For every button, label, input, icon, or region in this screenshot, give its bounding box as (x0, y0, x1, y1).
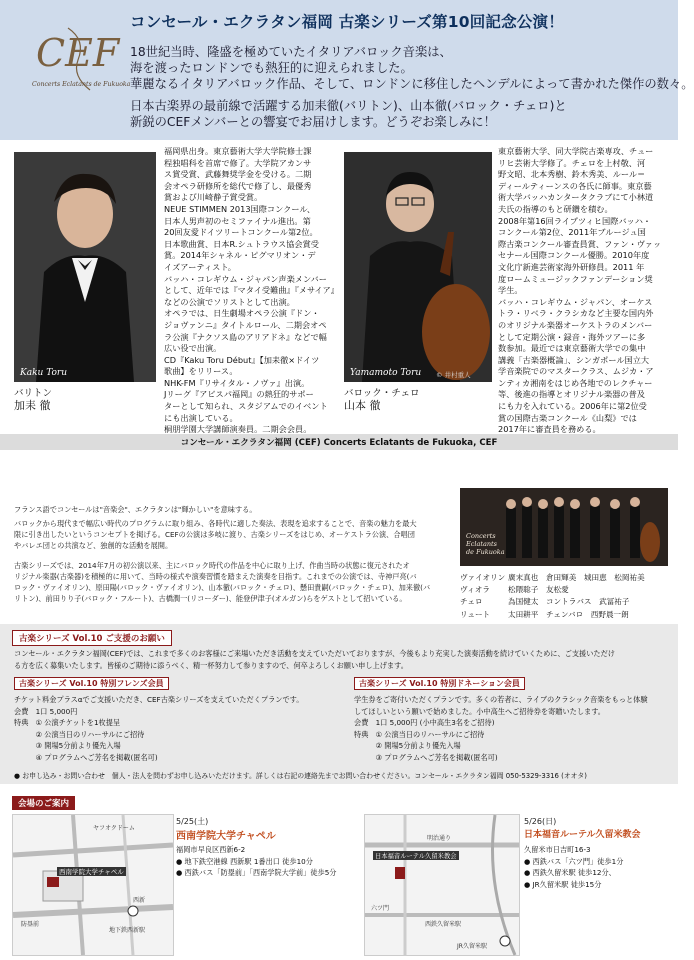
map-label: ヤフオクドーム (93, 825, 135, 832)
bio-line: 賞。2014年シャネル・ピグマリオン・デ (164, 250, 316, 261)
bio-line: 学音楽院でのマスタークラス、ムジカ・ア (498, 366, 654, 377)
group-photo-label: Concerts Eclatants de Fukuoka (466, 532, 505, 556)
artist2-photo (344, 152, 492, 382)
artist1-role: バリトン (14, 388, 53, 399)
venue2-line: 久留米市日吉町16-3 (524, 845, 591, 854)
venue1-name: 西南学院大学チャペル (176, 831, 276, 842)
bio-line: 術大学バッハカンタータクラブにて小林道 (498, 192, 654, 203)
venue1-line: ● 西鉄バス「防塁前」「西南学院大学前」徒歩5分 (176, 868, 337, 877)
bio-line: 桐朋学園大学講師演奏員。二期会会員。 (164, 424, 312, 435)
support-text (14, 648, 615, 671)
map-label: 西鉄久留米駅 (425, 921, 462, 928)
bio-line: NHK-FM『リサイタル・ノヴァ』出演。 (164, 377, 310, 388)
bio-line: バッハ・コレギウム・ジャパン声楽メンバー (164, 273, 327, 284)
member-row: ヴィオラ 松隈聡子 友松愛 (460, 585, 569, 595)
support-line: コンセール・エクラタン福岡(CEF)では、これまで多くのお客様にご来場いただき活動を支えていただいておりますが、今後もより充実した演奏活動を続けていくために、ご支援いただけ (14, 649, 615, 658)
bio-line: として、近年では『マタイ受難曲』『メサイア』 (164, 285, 339, 296)
bio-line: ス賞受賞、武藤舞奨学金を受ける。二期 (164, 169, 312, 180)
venue2-line: ● JR久留米駅 徒歩15分 (524, 879, 602, 889)
bio-line: ンティカ湘南をはじめ各地でのレクチャー (498, 377, 653, 388)
map-label: 防塁前 (21, 921, 40, 928)
bio-line: 賞の国際古楽コンクール《山梨》では (498, 412, 637, 423)
bio-line: コンクール第2位、2011年ブルージュ国 (498, 227, 646, 238)
bio-line: 文化庁新進芸術家海外研修員。2011 年 (498, 261, 645, 272)
plan1-line: 会費 1口 5,000円 (14, 706, 78, 716)
member-row: チェロ 為国健太 コントラバス 武冨祐子 (460, 597, 630, 607)
plan1-line: ④ プログラムへご芳名を掲載(匿名可) (14, 752, 158, 762)
plan1-line: ② 公演当日のリハーサルにご招待 (14, 729, 145, 739)
map-label: 日本福音ルーテル久留米教会 (375, 853, 457, 860)
venue1-line: 福岡市早良区西新6-2 (176, 845, 246, 854)
bio-line: 際古楽コンクール審査員賞、ファン・ヴァッ (498, 238, 662, 249)
venue2-line: ● 西鉄久留米駅 徒歩12分、 (524, 868, 616, 877)
bio-line: 度ロームミュージックファンデーション奨 (498, 273, 653, 284)
map-label: 西南学院大学チャペル (59, 868, 124, 876)
cef-logo (28, 20, 131, 104)
artist2-name: 山本 徹 (344, 399, 381, 412)
venue1-line: ● 地下鉄空港線 西新駅 1番出口 徒歩10分 (176, 856, 313, 866)
map-label: JR久留米駅 (457, 943, 487, 950)
artist1-name: 加耒 徹 (14, 399, 51, 412)
plan2-line: 会費 1口 5,000円 (小中高生3名をご招待) (354, 718, 495, 727)
map-label: 明治通り (427, 835, 452, 842)
plan2-line: 特典 ① 公演当日のリハーサルにご招待 (354, 729, 485, 739)
bio-line: ターとして知られ、スタジアムでのイベント (164, 401, 328, 412)
artist1-bio (164, 146, 339, 436)
bio-line: 学生。 (498, 285, 523, 296)
map-label: 地下鉄西新駅 (109, 927, 146, 934)
bio-line: 2017年に審査員を務める。 (498, 424, 601, 435)
bio-line: ラ公演『ナクソス島のアリアドネ』などで幅 (164, 331, 327, 342)
lead-line-2: 海を渡ったロンドンでも熱狂的に迎えられました。 (130, 61, 413, 75)
plan2-title: 古楽シリーズ Vol.10 特別ドネーション会員 (354, 677, 525, 690)
venue2-line: ● 西鉄バス「六ツ門」徒歩1分 (524, 856, 624, 866)
plan2-line: ③ プログラムへご芳名を掲載(匿名可) (354, 752, 498, 762)
bio-line: 日本人男声初のセミファイナル進出。第 (164, 215, 311, 226)
bio-line: CD『Kaku Toru Début』【加耒徹×ドイツ (164, 354, 320, 365)
bio-line: 夫氏の指導のもと研鑽を積む。 (498, 203, 613, 214)
plan2-line: してほしいという願いで始めました。小中高生へご招待券を寄贈いたします。 (354, 706, 605, 716)
lead-line-4: 日本古楽界の最前線で活躍する加耒徹(バリトン)、山本徹(バロック・チェロ)と (130, 99, 567, 113)
plan1-line: 特典 ① 公演チケットを1枚提呈 (14, 718, 121, 727)
lead-line-3: 華麗なるイタリアバロック作品、そして、ロンドンに移住したヘンデルによって書かれた傑作の数々。 (130, 77, 694, 91)
cef-title: コンセール・エクラタン福岡 (CEF) Concerts Eclatants de Fukuoka, CEF (180, 438, 498, 448)
bio-line: Jリーグ『アビスパ福岡』の熱狂的サポー (164, 389, 314, 400)
bio-line: にも力を入れている。2006年に第2位受 (498, 401, 647, 412)
bio-line: バッハ・コレギウム・ジャパン、オーケス (498, 296, 653, 307)
group-photo (460, 488, 668, 566)
artist1-photo-label: Kaku Toru (20, 368, 68, 378)
lead-line-5: 新鋭のCEFメンバーとの響宴でお届けします。どうぞお楽しみに！ (130, 115, 496, 129)
bio-line: 程独唱科を首席で修了。大学院アカンサ (164, 157, 312, 168)
cef-intro (14, 504, 257, 515)
plan1-line: チケット料金プラスαでご支援いただき、CEF古楽シリーズを支えていただくプランです。 (14, 695, 304, 704)
intro-line: 古楽シリーズでは、2014年7月の初公演以来、主にバロック時代の作品を中心に取り上げ、作曲当時の状態に復元されたオ (14, 561, 410, 570)
bio-line: 講義「古楽器概論」、シンガポール国立大 (498, 354, 650, 365)
bio-line: 20回友愛ドイツリートコンクール第2位。 (164, 227, 318, 238)
logo-initials: CEF (36, 31, 120, 75)
venue2-map (364, 814, 520, 956)
bio-line: 野文昭、北本秀樹、鈴木秀美、ルール＝ (498, 169, 646, 180)
intro-line: フランス語でコンセールは"音楽会"、エクラタンは"輝かしい"を意味する。 (14, 505, 257, 514)
bio-line: 福岡県出身。東京藝術大学大学院修士課 (164, 146, 312, 156)
bio-line: オペラでは、日生劇場オペラ公演『ドン・ (164, 308, 320, 319)
venue2-name: 日本福音ルーテル久留米教会 (524, 830, 641, 840)
bio-line: トラ・リベラ・クラシカなど主要な国内外 (498, 308, 654, 319)
artist2-bio (498, 146, 661, 436)
bio-line: ジョヴァンニ』タイトルロール、二期会オペ (164, 319, 327, 330)
bio-line: 東京藝術大学、同大学院古楽専攻、チュー (498, 146, 654, 156)
member-list (460, 572, 645, 621)
plan1-title: 古楽シリーズ Vol.10 特別フレンズ会員 (14, 677, 169, 690)
intro-line: ロック・ヴァイオリン)、原田陽(バロック・ヴァイオリン)、山本徹(バロック・チェロ)、懸田貴嗣(バロック・チェロ)、加来徹(バ (14, 583, 431, 592)
map-label: 六ツ門 (371, 905, 390, 912)
venue1-info (176, 844, 336, 879)
intro-line: やバレエ団との共演など、独創的な活動を展開。 (14, 541, 173, 550)
venues-title: 会場のご案内 (12, 796, 75, 810)
bio-line: 数参加。最近では東京藝術大学での集中 (498, 343, 646, 354)
artist2-photo-label: Yamamoto Toru (350, 368, 422, 378)
venue1-date: 5/25(土) (176, 817, 209, 826)
lead-line-1: 18世紀当時、隆盛を極めていたイタリアバロック音楽は、 (130, 45, 452, 59)
contact-line: ● お申し込み・お問い合わせ 個人・法人を問わずお申し込みいただけます。詳しくは右記の連絡先までお問い合わせください。コンセール・エクラタン福岡 050-5329-3316 (オオタ) (14, 772, 587, 780)
plan2-line: 学生券をご寄付いただくプランです。多くの若者に、ライブのクラシック音楽をもっと体験 (354, 695, 648, 704)
bio-line: 広い役で出演。 (164, 343, 222, 354)
bio-line: として定期公演・録音・海外ツアーに多 (498, 331, 646, 342)
intro-line: 限に引き出したいというコンセプトを掲げる。CEFの公演は多岐に渡り、古楽シリーズをはじめ、オーケストラ公演、合唱団 (14, 530, 415, 539)
support-title: 古楽シリーズ Vol.10 ご支援のお願い (12, 630, 172, 646)
bio-line: 等、後進の指導とオリジナル楽器の普及 (498, 389, 645, 400)
bio-line: 賞および川崎静子賞受賞。 (164, 192, 263, 203)
intro-line: リトン)、前田りり子(バロック・フルート)、古橋潤一(リコーダー)、能登伊津子(オルガン)らをゲストとして招いている。 (14, 594, 407, 603)
plan1-body (14, 694, 303, 763)
photo-credit: © 井村重人 (436, 371, 471, 379)
artist1-photo (14, 152, 156, 382)
bio-line: などの公演でソリストとして出演。 (164, 296, 295, 307)
venue2-info (524, 844, 623, 890)
bio-line: イズアーティスト。 (164, 261, 236, 272)
bio-line: 歌曲】をリリース。 (164, 366, 238, 377)
bio-line: ディールティーンスの各氏に師事。東京藝 (498, 180, 652, 191)
cef-intro-2 (14, 518, 417, 551)
bio-line: NEUE STIMMEN 2013国際コンクール、 (164, 203, 316, 214)
logo-text: Concerts Eclatants de Fukuoka (32, 81, 131, 88)
bio-line: 日本歌曲賞、日本R.シュトラウス協会賞受 (164, 238, 319, 249)
plan2-body (354, 694, 648, 763)
bio-line: にも出演している。 (164, 412, 238, 423)
intro-line: リジナル楽器(古楽器)を積極的に用いて、当時の様式や演奏習慣を踏まえた演奏を目指す。これまでの公演では、寺神戸亮(バ (14, 572, 417, 581)
bio-line: 2008年第16回ライプツィヒ国際バッハ・ (498, 215, 652, 226)
support-line: る方を広く募集いたします。皆様のご期待に添うべく、精一杯努力して参りますので、何卒よろしくお願い申し上げます。 (14, 660, 408, 670)
intro-line: バロックから現代まで幅広い時代のプログラムに取り組み、各時代に適した奏法、表現を追求することで、音楽の魅力を最大 (14, 519, 417, 528)
member-row: ヴァイオリン 廣末真也 倉田輝美 城田恵 松岡祐美 (460, 573, 645, 582)
plan1-line: ③ 開場5分前より優先入場 (14, 741, 121, 750)
venue1-map (12, 814, 174, 956)
bio-line: のオリジナル楽器オーケストラのメンバー (498, 319, 653, 330)
plan2-line: ② 開場5分前より優先入場 (354, 741, 461, 750)
cef-intro-3 (14, 560, 430, 604)
venue2-date: 5/26(日) (524, 817, 557, 826)
artist2-role: バロック・チェロ (344, 388, 420, 399)
bio-line: セナール国際コンクール優勝。2010年度 (498, 250, 650, 261)
map-label: 西新 (133, 897, 146, 904)
member-row: リュート 太田耕平 チェンバロ 西野晨一朗 (460, 609, 629, 619)
bio-line: リヒ芸術大学修了。チェロを上村敬、河 (498, 157, 646, 168)
page-title: コンセール・エクラタン福岡 古楽シリーズ第10回記念公演！ (130, 13, 564, 31)
bio-line: 会オペラ研修所を総代で修了し、最優秀 (164, 180, 312, 191)
